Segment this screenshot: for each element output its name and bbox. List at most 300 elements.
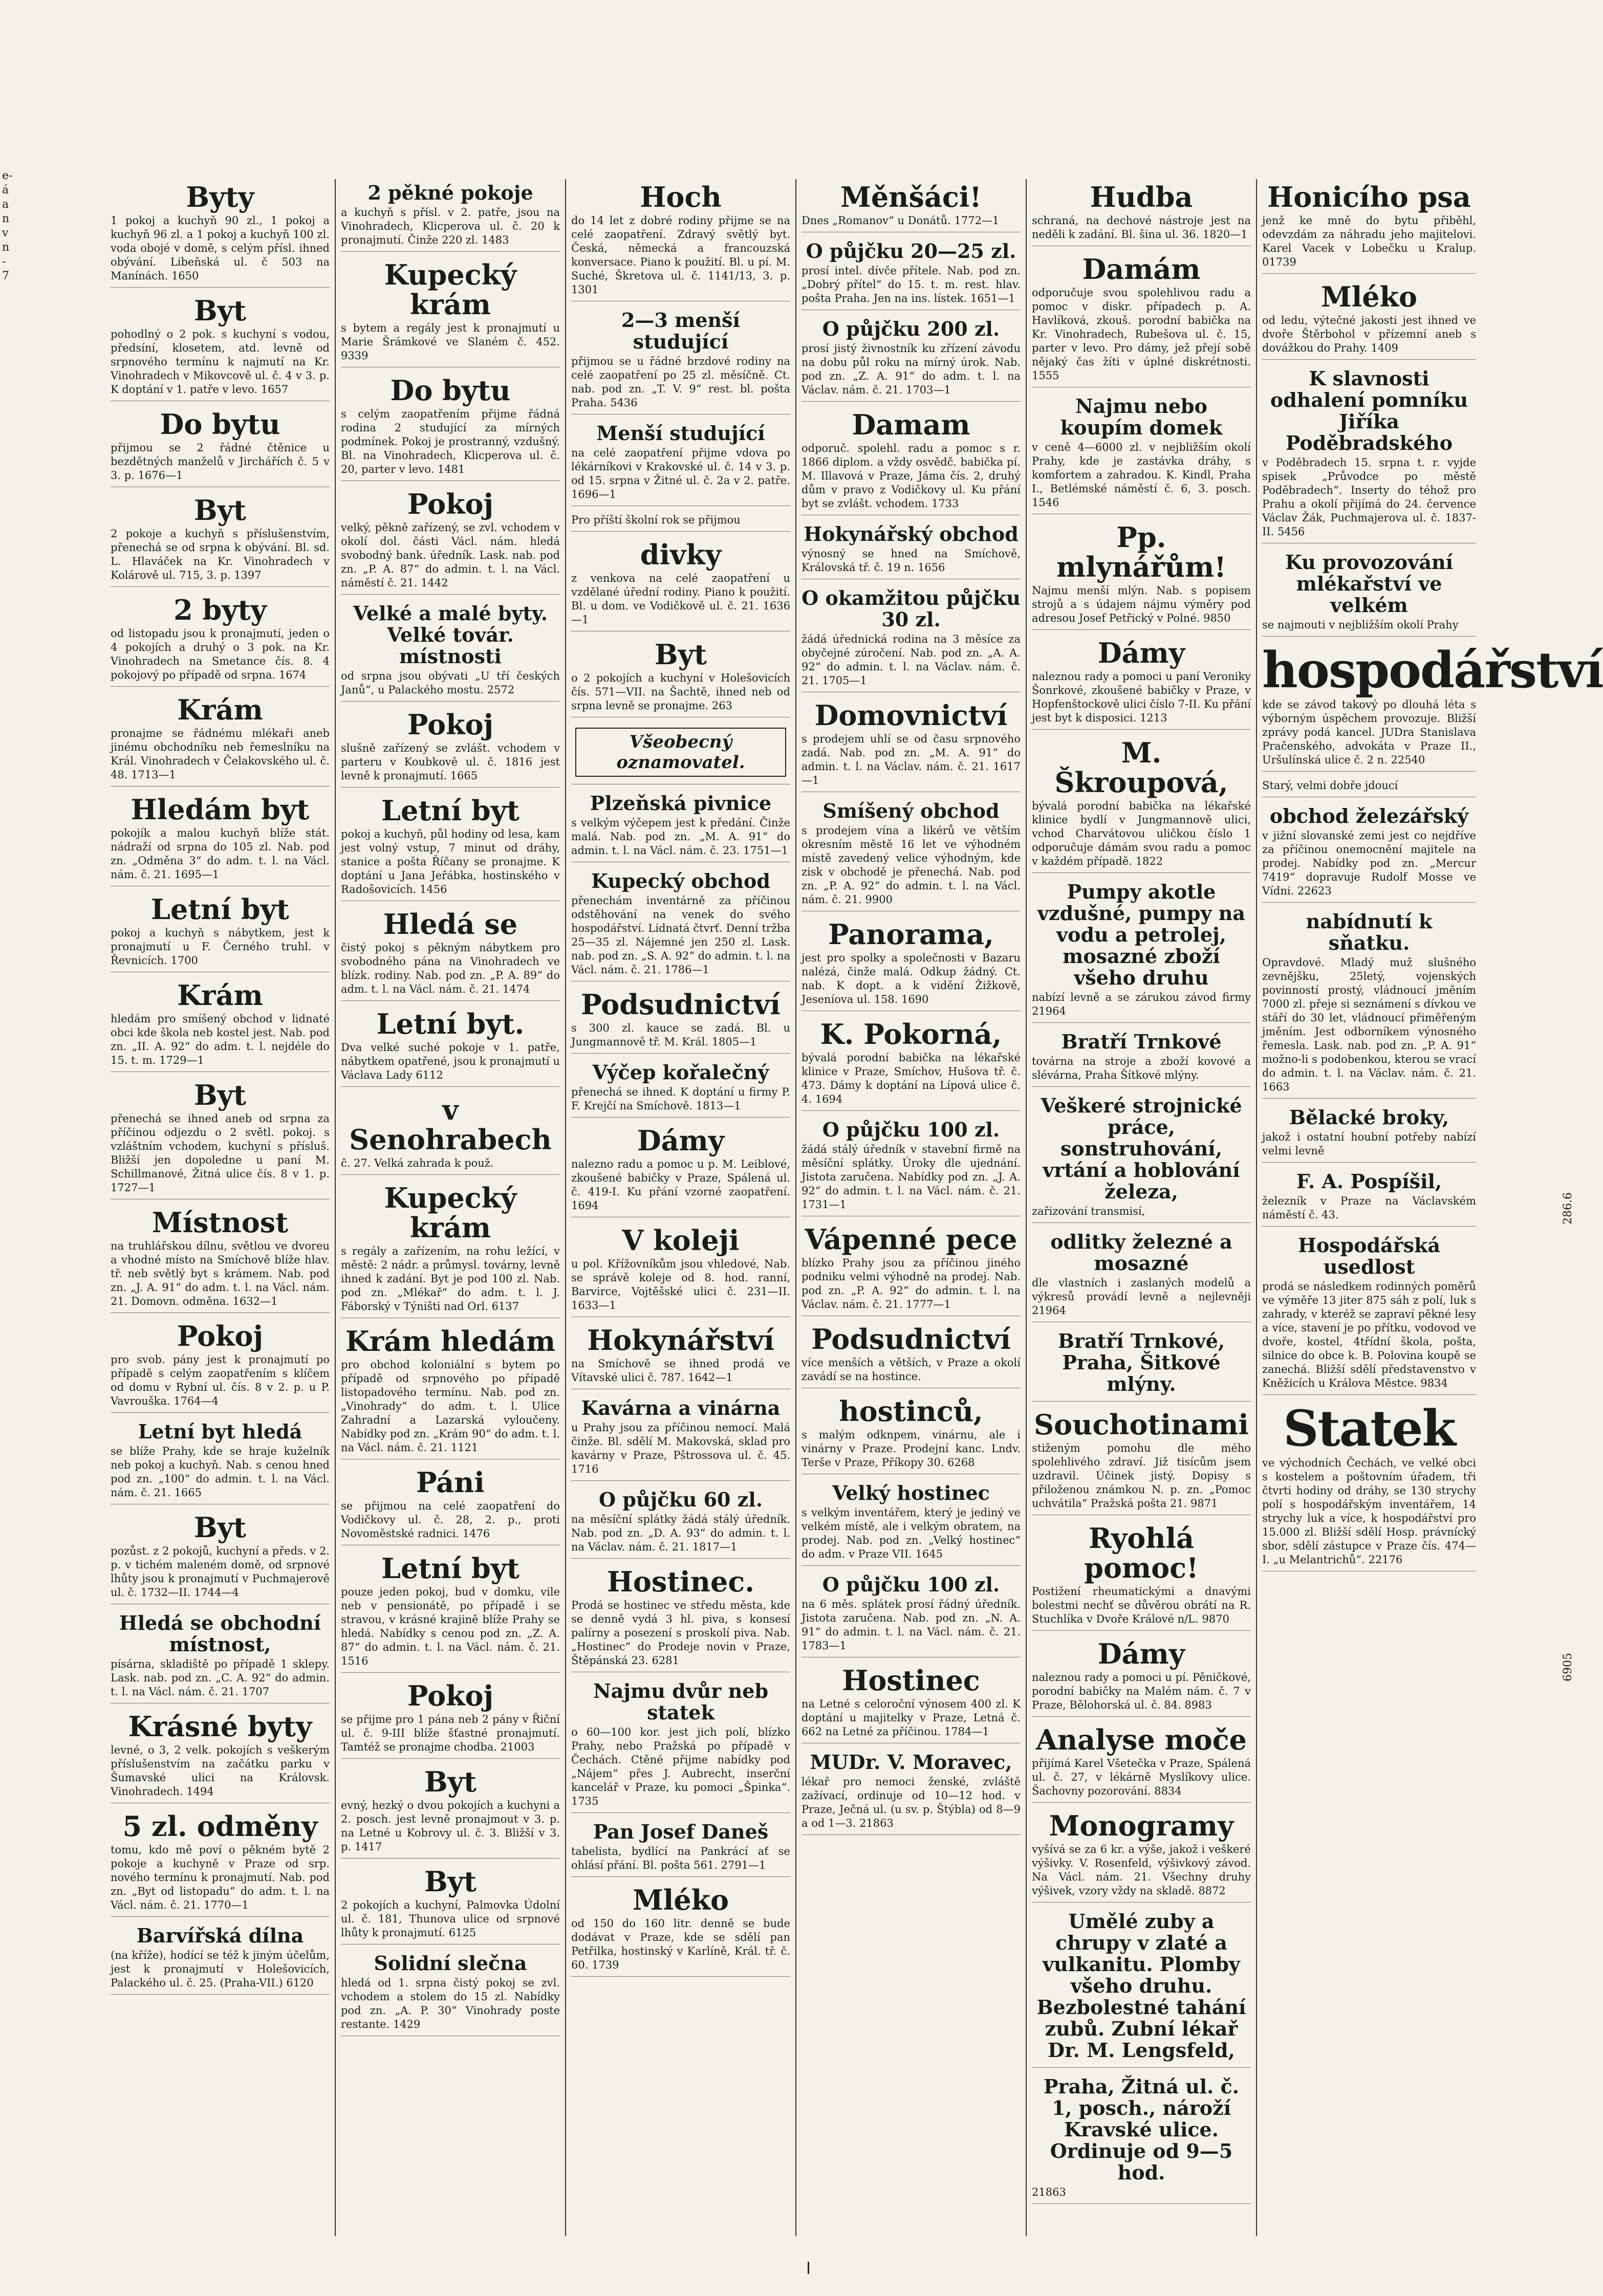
ad-text: hledám pro smíšený obchod v lidnaté obci kde škola neb kostel jest. Nab. pod zn. „II. A. 92“ do adm. t. l. nejdéle do 15. t. m. 1729—1 bbox=[111, 1013, 330, 1066]
ad-heading: O půjčku 100 zl. bbox=[822, 1118, 1000, 1141]
ad-text: odporučuje svou spolehlivou radu a pomoc v diskr. případech p. A. Havlíková, zkouš. porodní babička na Kr. Vinohradech, Rubešova ul. č. 15, parter v levo. Pro dámy, jež přejí sobě nějaký čas žíti v úplné diskrétnosti. 1555 bbox=[1032, 287, 1251, 382]
boxed-title bbox=[575, 728, 786, 777]
ad-heading: Kupecký obchod bbox=[591, 869, 770, 892]
ad-umele-zuby-a-chrupy-v-zlate-a-vulkanitu- bbox=[1032, 1908, 1251, 2068]
ad-heading: Byt bbox=[194, 1079, 246, 1111]
ad-hostinec bbox=[802, 1663, 1021, 1743]
ad-heading: MUDr. V. Moravec, bbox=[810, 1751, 1012, 1774]
ad-kupecky-obchod bbox=[571, 867, 790, 981]
ad-damy bbox=[571, 1123, 790, 1217]
ad-kram bbox=[111, 977, 330, 1072]
ad-text: přenechá se ihned. K doptání u firmy P. F. Krejčí na Smíchově. 1813—1 bbox=[571, 1086, 790, 1112]
ad-bratri-trnkove-praha-sitkove-mlyny bbox=[1032, 1327, 1251, 1402]
ad-text: se přijme pro 1 pána neb 2 pány v Řiční ul. č. 9-III blíže šťastné pronajmutí. Tamtéž se pronajme chodba. 21003 bbox=[341, 1713, 560, 1753]
ad-kavarna-a-vinarna bbox=[571, 1394, 790, 1481]
ad-heading: Byty bbox=[186, 181, 254, 213]
ad-velky-hostinec bbox=[802, 1479, 1021, 1566]
ad-heading: V koleji bbox=[622, 1224, 740, 1257]
ad-text: se najmouti v nejbližším okolí Prahy bbox=[1262, 619, 1459, 631]
ad-veskere-strojnicke-prace-sonstruhovani-v bbox=[1032, 1092, 1251, 1223]
ad-heading: Bratří Trnkové, Praha, Šitkové mlýny. bbox=[1057, 1329, 1225, 1395]
ad-text: železník v Praze na Václavském náměstí č. 43. bbox=[1262, 1195, 1476, 1221]
ad-text: tomu, kdo mě poví o pěkném bytě 2 pokoje a kuchyně v Praze od srp. nového termínu k pronajmutí. Nab. pod zn. „Byt od listopadu“ do adm. t. l. na Václ. nám. č. 21. 1770—1 bbox=[111, 1844, 330, 1911]
ad-text: žádá stálý úředník v stavební firmě na měsíční splátky. Úroky dle ujednání. Jistota zaručena. Nabídky pod zn. „J. A. 92“ do admin. t. l. na Václ. nám. č. 21. 1731—1 bbox=[802, 1143, 1021, 1211]
ad-velke-a-male-byty-velke-tovar-mistnosti bbox=[341, 600, 560, 702]
ad-divky bbox=[571, 537, 790, 631]
ad-heading: Měnšáci! bbox=[840, 181, 982, 213]
ad-heading: Velké a malé byty. Velké továr. místnosti bbox=[353, 602, 548, 668]
ad-text: Najmu menší mlýn. Nab. s popisem strojů a s údajem nájmu výměry pod adresou Josef Petřický v Polné. 9850 bbox=[1032, 584, 1251, 624]
ad-heading: 2 byty bbox=[174, 594, 267, 626]
ad-heading: Letní byt hledá bbox=[138, 1420, 302, 1443]
ad-text: naleznou rady a pomoci u paní Veroniky Šonrkové, zkoušené babičky v Praze, v Hopfenštockově ulici číslo 7-II. Ku přání jest byt k disposici. 1213 bbox=[1032, 670, 1251, 724]
ad-text: jakož i ostatní houbní potřeby nabízí velmi levně bbox=[1262, 1131, 1476, 1157]
ad-k-slavnosti-odhaleni-pomniku-jirika-pode bbox=[1262, 365, 1476, 543]
left-margin-text bbox=[2, 169, 15, 283]
ad-heading: hostinců, bbox=[839, 1395, 983, 1428]
ad-text: stiženým pomohu dle mého spolehlivého zdraví. Již tisícům jsem uzdravil. Účinek jistý. Dopisy s přiloženou známkou N. p. zn. „Pomoc uchvátila“ Pražská pošta 21. 9871 bbox=[1032, 1442, 1251, 1510]
ad-heading: Menší studující bbox=[596, 422, 765, 445]
ad-text: prodá se následkem rodinných poměrů ve výměře 13 jiter 875 sáh z polí, luk s zahrady, v kteréž se zapraví pěkné lesy a více, stavení je po přítku, vodovod ve dvoře, kostel, 4třídní škola, pošta, silnice do obce k. B. Polovina koupě se zanechá. Bližší sdělí představenstvo v Kněžicích u Králova Městce. 9834 bbox=[1262, 1280, 1476, 1389]
ad-mleko bbox=[1262, 279, 1476, 360]
ad-text: 2 pokoje a kuchyň s příslušenstvím, přenechá se od srpna k obývání. Bl. sd. L. Hlaváček na Kr. Vinohradech v Kolárově ul. 715, 3. p. 1397 bbox=[111, 528, 330, 581]
ad-column-2 bbox=[338, 179, 563, 2236]
ad-heading: hospodářství bbox=[1262, 641, 1603, 699]
ad-text: do 14 let z dobré rodiny přijme se na celé zaopatření. Zdravý světlý byt. Česká, německá a francouzská konversace. Piano k použití. Bl. u pí. M. Suché, Škretova ul. č. 1141/13, 3. p. 1301 bbox=[571, 214, 790, 296]
ad-heading: nabídnutí k sňatku. bbox=[1306, 910, 1433, 954]
ad-praha-zitna-ul-c-1-posch-narozi-kravske- bbox=[1032, 2073, 1251, 2204]
ad-pro-pristi-skolni-rok-se-prijmou bbox=[571, 511, 790, 532]
ad-2-3-mensi-studujici bbox=[571, 307, 790, 414]
ad-souchotinami bbox=[1032, 1407, 1251, 1515]
ad-text: jenž ke mně do bytu přiběhl, odevzdám za náhradu jeho majitelovi. Karel Vacek v Lobečku u Kralup. 01739 bbox=[1262, 214, 1476, 268]
ad-text: pro svob. pány jest k pronajmutí po případě s celým zaopatřením s klíčem od domu v Rybní ul. čís. 8 v 2. p. u P. Vavrouška. 1764—4 bbox=[111, 1353, 330, 1407]
ad-text: se blíže Prahy, kde se hraje kuželník neb pokoj a kuchyň. Nab. s cenou hned pod zn. „100“ do admin. t. l. na Václ. nám. č. 21. 1665 bbox=[111, 1445, 330, 1499]
ad-heading: F. A. Pospíšil, bbox=[1296, 1170, 1442, 1193]
ad-heading: M. Škroupová, bbox=[1054, 736, 1228, 799]
ad-text: 21863 bbox=[1032, 2186, 1066, 2198]
ad-heading: Umělé zuby a chrupy v zlaté a vulkanitu. Plomby všeho druhu. Bezbolestné tahání zubů. Zubní lékař Dr. M. Lengsfeld, bbox=[1036, 1910, 1246, 2062]
margin-fragment: á bbox=[2, 184, 9, 196]
ad-text: Dnes „Romanov“ u Donátů. 1772—1 bbox=[802, 214, 1000, 227]
ad-mensaci bbox=[802, 179, 1021, 232]
ad-text: přijímá Karel Všetečka v Praze, Spálená ul. č. 27, v lékárně Myslíkovy ulice. Šachovny pozorování. 8834 bbox=[1032, 1757, 1251, 1797]
ad-kram-hledam bbox=[341, 1323, 560, 1459]
ad-heading: O okamžitou půjčku 30 zl. bbox=[802, 586, 1021, 631]
ad-heading: Letní byt. bbox=[376, 1008, 525, 1040]
ad-heading: 5 zl. odměny bbox=[122, 1810, 318, 1843]
ad-damam bbox=[1032, 251, 1251, 387]
ad-text: přenechá se ihned aneb od srpna za příčinou odjezdu o 2 světl. pokoj. s vzláštním vchodem, kuchyní s přísluš. Bližší jen dopoledne u paní M. Schillmanové, Žitná ulice čís. 8 v 1. p. 1727—1 bbox=[111, 1112, 330, 1194]
margin-fragment: n bbox=[2, 241, 10, 254]
ad-heading: Ryohlá pomoc! bbox=[1084, 1522, 1199, 1584]
ad-vycep-koralecny bbox=[571, 1059, 790, 1118]
margin-fragment: 7 bbox=[2, 270, 9, 282]
ad-text: u Prahy jsou za příčinou nemocí. Malá činže. Bl. sdělí M. Makovská, sklad pro kavárny v Praze, Pštrossova ul. č. 45. 1716 bbox=[571, 1422, 790, 1475]
ad-text: na celé zaopatření přijme vdova po lékárníkovi v Krakovské ul. č. 14 v 3. p. od 15. srpna v Žitné ul. č. 2a v 2. patře. 1696—1 bbox=[571, 447, 790, 500]
ad-text: žádá úřednická rodina na 3 měsíce za obyčejné zúročení. Nab. pod zn. „A. A. 92“ do admin. t. l. na Václav. nám. č. 21. 1705—1 bbox=[802, 633, 1021, 687]
ad-monogramy bbox=[1032, 1808, 1251, 1903]
ad-text: výnosný se hned na Smíchově, Královská tř. č. 19 n. 1656 bbox=[802, 548, 1021, 574]
ad-text: od srpna jsou obývati „U tří českých Janů“, u Palackého mostu. 2572 bbox=[341, 670, 560, 696]
ad-heading: odlitky železné a mosazné bbox=[1050, 1230, 1232, 1275]
ad-text: v jižní slovanské zemi jest co nejdříve za příčinou onemocnění majitele na prodej. Nabídky pod zn. „Mercur 7419“ dopravuje Rudolf Mosse ve Vídni. 22623 bbox=[1262, 829, 1476, 897]
ad-text: 2 pokojích a kuchyní, Palmovka Údolní ul. č. 181, Thunova ulice od srpnové lhůty k pronajmutí. 6125 bbox=[341, 1899, 560, 1939]
ad-text: písárna, skladiště po případě 1 sklepy. Lask. nab. pod zn. „C. A. 92“ do admin. t. l. na Václ. nám. č. 21. 1707 bbox=[111, 1658, 330, 1698]
ad-text: pokoj a kuchyň, půl hodiny od lesa, kam jest volný vstup, 7 minut od dráhy, stanice a pošta Říčany se pronajme. K doptání u Jana Jeřábka, hostinského v Radošovicích. 1456 bbox=[341, 828, 560, 895]
ad-item bbox=[571, 723, 790, 784]
ad-heading: Podsudnictví bbox=[581, 988, 781, 1021]
ad-mistnost bbox=[111, 1205, 330, 1313]
ad-text: (na kříže), hodící se též k jiným účelům, jest k pronajmutí v Holešovicích, Palackého ul. č. 25. (Praha-VII.) 6120 bbox=[111, 1949, 330, 1989]
ad-barvirska-dilna bbox=[111, 1922, 330, 1995]
ad-text: kde se závod takový po dlouhá léta s výborným úspěchem provozuje. Bližší zprávy podá kancel. JUDra Stanislava Pračenského, advokáta v Praze II., Uršulínská ulice č. 2 n. 22540 bbox=[1262, 698, 1476, 766]
ad-pp-mlynarum bbox=[1032, 519, 1251, 630]
ad-text: z venkova na celé zaopatření u vzdělané úřední rodiny. Piano k použití. Bl. u dom. ve Vodičkově ul. č. 21. 1636—1 bbox=[571, 572, 790, 626]
ad-heading: Letní byt bbox=[151, 893, 289, 926]
ad-heading: Hospodářská usedlost bbox=[1297, 1234, 1441, 1278]
ad-heading: K slavnosti odhalení pomníku Jiříka Poděbradského bbox=[1270, 367, 1468, 454]
ad-text: Prodá se hostinec ve středu města, kde se denně vydá 3 hl. piva, s konsesí palírny a posezení s proskolí piva. Nab. „Hostinec“ do Prodeje novin v Praze, Štěpánská 23. 6281 bbox=[571, 1599, 790, 1667]
ad-heading: Hudba bbox=[1090, 181, 1193, 213]
ad-text: Dva velké suché pokoje v 1. patře, nábytkem opatřené, jsou k pronajmutí u Václava Lady 6112 bbox=[341, 1041, 560, 1081]
ad-text: zařizování transmisí, bbox=[1032, 1205, 1145, 1217]
ad-pumpy-akotle-vzdusne-pumpy-na-vodu-a-pet bbox=[1032, 878, 1251, 1023]
ad-column-3 bbox=[568, 179, 793, 2236]
boxed-title-line: Všeobecný bbox=[629, 732, 732, 752]
ad-text: pozůst. z 2 pokojů, kuchyní a předs. v 2. p. v tichém maleném domě, od srpnové lhůty jsou k pronajmutí v Puchmajerově ul. č. 1732—II. 1744—4 bbox=[111, 1545, 330, 1599]
ad-text: Pro příští školní rok se přijmou bbox=[571, 514, 741, 526]
ad-text: přijmou se 2 řádné čtěnice u bezdětných manželů v Jirchářích č. 5 v 3. p. 1676—1 bbox=[111, 442, 330, 482]
ad-najmu-dvur-neb-statek bbox=[571, 1677, 790, 1813]
ad-column-1 bbox=[107, 179, 333, 2236]
ad-text: evný, hezký o dvou pokojích a kuchyni a 2. posch. jest levně pronajmout v 3. p. na Letné u Kobrovy ul. č. 3. Bližší v 3. p. 1417 bbox=[341, 1799, 560, 1853]
ad-heading: Hledá se bbox=[383, 908, 518, 941]
ad-letni-byt bbox=[111, 891, 330, 972]
ad-heading: Krásné byty bbox=[128, 1710, 312, 1743]
ad-text: lékař pro nemoci ženské, zvláště zažívací, ordinuje od 10—12 hod. v Praze, Ječná ul. (u sv. p. Štýbla) od 8—9 a od 1—3. 21863 bbox=[802, 1776, 1021, 1829]
ad-o-okamzitou-pujcku-30-zl bbox=[802, 584, 1021, 692]
ad-heading: Hokynářství bbox=[587, 1324, 774, 1357]
ad-text: s bytem a regály jest k pronajmutí u Marie Šrámkové ve Slaném č. 452. 9339 bbox=[341, 322, 560, 362]
ad-heading: Podsudnictví bbox=[811, 1323, 1011, 1355]
ad-text: na Letné s celoroční výnosem 400 zl. K doptání u majitelky v Praze, Letná č. 662 na Letné za příčinou. 1784—1 bbox=[802, 1698, 1021, 1738]
ad-text: od ledu, výtečné jakosti jest ihned ve dvoře Štěrbohol v přízemní aneb s dovážkou do Prahy. 1409 bbox=[1262, 314, 1476, 354]
ad-text: přijmou se u řádné brzdové rodiny na celé zaopatření po 25 zl. měsíčně. Ct. nab. pod zn. „T. V. 9“ rest. bl. pošta Praha. 5436 bbox=[571, 355, 790, 409]
ad-heading: Souchotinami bbox=[1034, 1408, 1249, 1441]
ad-heading: divky bbox=[640, 538, 722, 571]
ad-heading: Páni bbox=[416, 1466, 485, 1499]
ad-byt bbox=[111, 293, 330, 401]
ad-byt bbox=[571, 637, 790, 717]
ad-heading: Damám bbox=[1082, 253, 1201, 286]
ad-text: přenechám inventárně za příčinou odstěhování na venek do svého hospodářství. Lidnatá čtvrť. Denní tržba 25—35 zl. Nájemné jen 250 zl. Lask. nab. pod zn. „S. A. 92“ do admin. t. l. na Václ. nám. č. 21. 1786—1 bbox=[571, 894, 790, 976]
ad-text: na truhlářskou dílnu, světlou ve dvoreu a vhodné místo na Smíchově blíže hlav. tř. neb světlý byt s krámem. Nab. pod zn. „J. A. 91“ do adm. t. l. na Václ. nám. 21. Domovn. odměna. 1632—1 bbox=[111, 1240, 330, 1307]
ad-f-a-pospisil bbox=[1262, 1168, 1476, 1227]
ad-solidni-slecna bbox=[341, 1950, 560, 2036]
column-rule bbox=[795, 179, 796, 2236]
column-rule bbox=[1256, 179, 1257, 2236]
ad-heading: O půjčku 200 zl. bbox=[822, 317, 1000, 340]
ad-damy bbox=[1032, 635, 1251, 730]
ad-mleko bbox=[571, 1882, 790, 1977]
ad-podsudnictvi bbox=[571, 987, 790, 1054]
ad-obchod-zelezarsky bbox=[1262, 802, 1476, 903]
ad-podsudnictvi bbox=[802, 1321, 1021, 1388]
ad-text: Postižení rheumatickými a dnavými bolestmi nechť se důvěrou obrátí na R. Stuchlíka v Dvoře Králové n/L. 9870 bbox=[1032, 1585, 1251, 1625]
ad-heading: 2—3 menší studující bbox=[621, 309, 740, 353]
ad-text: u pol. Křížovníkům jsou vhledové, Nab. se správě koleje od 8. hod. ranní, Barvirce, Vojtěšské ulici č. 231—II. 1633—1 bbox=[571, 1258, 790, 1311]
ad-heading: Honicího psa bbox=[1267, 181, 1471, 213]
ad-text: pronajme se řádnému mlékaři aneb jinému obchodníku neb řemeslníku na Král. Vinohradech v Čelakovského ul. č. 48. 1713—1 bbox=[111, 727, 330, 781]
ad-heading: Krám hledám bbox=[345, 1325, 556, 1358]
ad-heading: O půjčku 60 zl. bbox=[599, 1488, 763, 1511]
ad-heading: Ku provozování mlékařství ve velkém bbox=[1285, 551, 1454, 617]
ad-heading: Byt bbox=[194, 494, 246, 527]
ad-text: s prodejem uhlí se od času srpnového zadá. Nab. pod zn. „M. A. 91“ do admin. t. l. na Václav. nám. č. 21. 1617—1 bbox=[802, 733, 1021, 786]
ad-hleda-se bbox=[341, 906, 560, 1001]
ad-heading: Pokoj bbox=[177, 1320, 264, 1352]
ad-letni-byt bbox=[341, 1550, 560, 1673]
ad-text: tabelista, bydlící na Pankrácí ať se ohlásí přání. Bl. pošta 561. 2791—1 bbox=[571, 1845, 790, 1871]
column-rule bbox=[335, 179, 336, 2236]
ad-pokoj bbox=[111, 1318, 330, 1413]
ad-text: o 2 pokojích a kuchyní v Holešovicích čís. 571—VII. na Šachtě, ihned neb od srpna levně se pronajme. 263 bbox=[571, 672, 790, 712]
ad-heading: Vápenné pece bbox=[805, 1223, 1017, 1256]
ad-text: vyšívá se za 6 kr. a výše, jakož i veškeré výšivky. V. Rosenfeld, výšivkový závod. Na Václ. nám. 21. Všechny druhy výšivek, vzory vždy na skladě. 8872 bbox=[1032, 1843, 1251, 1897]
ad-2-byty bbox=[111, 592, 330, 687]
ad-o-pujcku-100-zl bbox=[802, 1116, 1021, 1216]
ad-text: s 300 zl. kauce se zadá. Bl. u Jungmannově tř. M. Král. 1805—1 bbox=[571, 1022, 790, 1048]
ad-pani bbox=[341, 1464, 560, 1545]
margin-fragment: e- bbox=[2, 169, 13, 182]
ad-stary-velmi-dobre-jdouci bbox=[1262, 777, 1476, 797]
ad-damy bbox=[1032, 1636, 1251, 1717]
ad-hokynarsky-obchod bbox=[802, 520, 1021, 579]
ad-pan-josef-danes bbox=[571, 1818, 790, 1877]
ad-text: bývalá porodní babička na lékařské klinice v Praze, Smíchov, Hušova tř. č. 473. Dámy k doptání na Lípová ulice č. 4. 1694 bbox=[802, 1052, 1021, 1105]
ad-ku-provozovani-mlekarstvi-ve-velkem bbox=[1262, 549, 1476, 637]
ad-pokoj bbox=[341, 486, 560, 595]
ad-text: 1 pokoj a kuchyň 90 zl., 1 pokoj a kuchyň 96 zl. a 1 pokoj a kuchyň 100 zl. voda obojé v domě, s celým přísl. ihned obývání. Libeňská ul. č 503 na Manínách. 1650 bbox=[111, 214, 330, 282]
ad-o-pujcku-60-zl bbox=[571, 1486, 790, 1559]
ad-hostinec bbox=[571, 1564, 790, 1672]
ad-text: Opravdové. Mladý muž slušného zevnějšku, 25letý, vojenských povinností prostý, vládnoucí jměním 7000 zl. přeje si seznámení s dívkou ve stáří do 30 let, vládnoucí přiměřeným jměním. Jest odborníkem výnosného řemesla. Lask. nab. pod zn. „P. A. 91“ možno-li s podobenkou, kterou se vrací do admin. t. l. na Václav. nám. č. 21. 1663 bbox=[1262, 956, 1476, 1093]
ad-heading: Panorama, bbox=[828, 918, 994, 951]
ad-bratri-trnkove bbox=[1032, 1028, 1251, 1087]
ad-najmu-nebo-koupim-domek bbox=[1032, 392, 1251, 514]
ad-analyse-moce bbox=[1032, 1722, 1251, 1803]
ad-text: bývalá porodní babička na lékařské klinice bydlí v Jungmannově ulici, vchod Charvátovou uličkou číslo 1 odporučuje dámám svou radu a pomoc v každém případě. 1822 bbox=[1032, 800, 1251, 867]
ad-text: odporuč. spolehl. radu a pomoc s r. 1866 diplom. a vždy osvědč. babička pí. M. Illavová v Praze, Jáma čís. 2, druhý dům v pravo z Vodičkovy ul. Ku přání byt se zvlášt. vchodem. 1733 bbox=[802, 442, 1021, 510]
ad-text: v Poděbradech 15. srpna t. r. vyjde spisek „Průvodce po městě Poděbradech“. Inserty do téhož pro Prahu a okolí přijímá do 24. července Václav Žák, Puchmajerova ul. č. 1837-II. 5456 bbox=[1262, 456, 1476, 538]
ad-heading: Velký hostinec bbox=[832, 1481, 990, 1504]
ad-hleda-se-obchodni-mistnost bbox=[111, 1609, 330, 1703]
margin-fragment: v bbox=[2, 227, 9, 239]
ad-column-4 bbox=[798, 179, 1024, 2236]
ad-plzenska-pivnice bbox=[571, 790, 790, 862]
ad-heading: Výčep kořalečný bbox=[592, 1061, 769, 1084]
boxed-title-line: oznamovatel. bbox=[616, 752, 745, 773]
ad-statek bbox=[1262, 1400, 1476, 1571]
ad-hospodarska-usedlost bbox=[1262, 1232, 1476, 1395]
ad-do-bytu bbox=[111, 406, 330, 487]
ad-text: továrna na stroje a zboží kovové a slévárna, Praha Šítkové mlýny. bbox=[1032, 1055, 1251, 1081]
ad-text: naleznou rady a pomoci u pí. Pěničkové, porodní babičky na Malém nám. č. 7 v Praze, Bělohorská ul. č. 84. 8983 bbox=[1032, 1671, 1251, 1711]
ad-heading: 2 pěkné pokoje bbox=[367, 181, 533, 204]
ad-hokynarstvi bbox=[571, 1322, 790, 1389]
ad-krasne-byty bbox=[111, 1709, 330, 1803]
ad-text: levné, o 3, 2 velk. pokojích s veškerým příslušenstvím na začátku parku v Šumavské ulici na Královsk. Vinohradech. 1494 bbox=[111, 1744, 330, 1798]
ad-text: č. 27. Velká zahrada k použ. bbox=[341, 1157, 494, 1169]
ad-do-bytu bbox=[341, 373, 560, 481]
ad-text: jest pro spolky a společnosti v Bazaru nalézá, činže malá. Odkup žádný. Ct. nab. K dopt. a k vidění Žižkově, Jeseníova ul. 158. 1690 bbox=[802, 952, 1021, 1005]
ad-ryohla-pomoc bbox=[1032, 1520, 1251, 1631]
ad-hoch bbox=[571, 179, 790, 301]
ad-heading: Hostinec bbox=[842, 1664, 980, 1697]
ad-byt bbox=[341, 1864, 560, 1944]
ad-text: pohodlný o 2 pok. s kuchyní s vodou, předsíní, klosetem, atd. levně od srpnového termínu k najmutí na Kr. Vinohradech v Mikovcově ul. č. 4 v 3. p. K doptání v 1. patře v levo. 1657 bbox=[111, 328, 330, 396]
ad-column-5 bbox=[1029, 179, 1254, 2236]
ad-heading: v Senohrabech bbox=[349, 1094, 552, 1156]
ad-vapenne-pece bbox=[802, 1221, 1021, 1316]
ad-byt bbox=[111, 1077, 330, 1199]
ad-text: nalezno radu a pomoc u p. M. Leiblové, zkoušené babičky v Praze, Spálená ul. č. 419-I. Ku přání vzorné zaopatření. 1694 bbox=[571, 1158, 790, 1212]
ad-v-senohrabech bbox=[341, 1092, 560, 1175]
ad-heading: Hledá se obchodní místnost, bbox=[119, 1611, 321, 1656]
ad-pokoj bbox=[341, 707, 560, 788]
ad-heading: Domovnictví bbox=[814, 699, 1008, 732]
ad-heading: Plzeňská pivnice bbox=[590, 792, 772, 815]
ad-text: dle vlastních i zaslaných modelů a výkresů provádí levně a nejlevněji 21964 bbox=[1032, 1277, 1251, 1317]
ad-text: ve východních Čechách, ve velké obci s kostelem a poštovním úřadem, tři čtvrti hodiny od dráhy, se 130 strychy polí s hospodářským inventářem, 14 strychy luk a více, k hospodářství pro 15.000 zl. Bližší sdělí Hosp. právnícký sbor, sdělí zástupce v Praze čís. 474—I. „u Melantrichů“. 22176 bbox=[1262, 1457, 1476, 1566]
ad-heading: Smíšený obchod bbox=[822, 799, 1000, 822]
ad-heading: Kavárna a vinárna bbox=[581, 1396, 781, 1419]
ad-heading: Bratří Trnkové bbox=[1061, 1030, 1222, 1053]
ad-honiciho-psa bbox=[1262, 179, 1476, 274]
ad-kram bbox=[111, 692, 330, 786]
ad-hledam-byt bbox=[111, 792, 330, 886]
ad-v-koleji bbox=[571, 1222, 790, 1317]
ad-text: pokojík a malou kuchyň blíže stát. nádraží od srpna do 105 zl. Nab. pod zn. „Odměna 3“ do adm. t. l. na Václ. nám. č. 21. 1695—1 bbox=[111, 827, 330, 881]
ad-letni-byt bbox=[341, 793, 560, 901]
ad-heading: K. Pokorná, bbox=[820, 1018, 1002, 1051]
ad-heading: Najmu nebo koupím domek bbox=[1060, 395, 1223, 439]
ad-text: pokoj a kuchyň s nábytkem, jest k pronajmutí u F. Černého truhl. v Řevnicích. 1700 bbox=[111, 927, 330, 967]
ad-text: od listopadu jsou k pronajmutí, jeden o 4 pokojích a druhý o 3 pok. na Kr. Vinohradech na Smetance čís. 8. 4 pokojový po případě od srpna. 1674 bbox=[111, 627, 330, 681]
ad-heading: Praha, Žitná ul. č. 1, posch., nároží Kravské ulice. Ordinuje od 9—5 hod. bbox=[1043, 2075, 1240, 2184]
ad-odlitky-zelezne-a-mosazne bbox=[1032, 1228, 1251, 1322]
ad-heading: Bělacké broky, bbox=[1289, 1106, 1449, 1129]
ad-hudba bbox=[1032, 179, 1251, 246]
ad-heading: Hledám byt bbox=[131, 793, 310, 826]
ad-heading: Byt bbox=[655, 638, 707, 671]
ad-text: s regály a zařízením, na rohu ležící, v městě: 2 nádr. a průmysl. továrny, levně ihned k zadání. Byt je pod 100 zl. Nab. pod zn. „Mlékař“ do adm. t. l. J. Fáborský v Týništi nad Orl. 6137 bbox=[341, 1245, 560, 1313]
ad-o-pujcku-20-25-zl bbox=[802, 237, 1021, 310]
ad-text: hledá od 1. srpna čistý pokoj se zvl. vchodem a stolem do 15 zl. Nabídky pod zn. „A. P. 30“ Vinohrady poste restante. 1429 bbox=[341, 1977, 560, 2030]
ad-o-pujcku-200-zl bbox=[802, 315, 1021, 402]
corner-number-1: 286.6 bbox=[1562, 1192, 1574, 1224]
ad-heading: Hokynářský obchod bbox=[804, 522, 1019, 545]
ad-text: Starý, velmi dobře jdoucí bbox=[1262, 779, 1398, 792]
ad-heading: Místnost bbox=[151, 1206, 289, 1239]
ad-kupecky-kram bbox=[341, 1180, 560, 1318]
ad-heading: Byt bbox=[424, 1865, 476, 1898]
ad-text: prosí intel. dívče přítele. Nab. pod zn. „Dobrý přítel“ do 15. t. m. rest. hlav. pošta Praha. Jen na ins. lístek. 1651—1 bbox=[802, 265, 1021, 304]
ad-mudr-v-moravec bbox=[802, 1748, 1021, 1835]
ad-text: nabízí levně a se zárukou závod firmy 21964 bbox=[1032, 991, 1251, 1017]
ad-heading: Do bytu bbox=[160, 408, 280, 441]
ad-heading: Statek bbox=[1283, 1400, 1455, 1457]
ad-hospodarstvi bbox=[1262, 641, 1603, 772]
ad-heading: Hostinec. bbox=[606, 1565, 755, 1598]
ad-text: na měsíční splátky žádá stálý úředník. Nab. pod zn. „D. A. 93“ do admin. t. l. na Václav. nám. č. 21. 1817—1 bbox=[571, 1513, 790, 1553]
ad-heading: Hoch bbox=[640, 181, 722, 213]
ad-heading: Krám bbox=[177, 979, 263, 1012]
ad-heading: Analyse moče bbox=[1036, 1723, 1247, 1756]
ad-heading: Solidní slečna bbox=[374, 1952, 527, 1975]
ad-text: s velkým inventářem, který je jediný ve velkém místě, ale i velkým obratem, na prodej. Nab. pod zn. „Velký hostinec“ do adm. v Praze VII. 1645 bbox=[802, 1506, 1021, 1560]
ad-panorama bbox=[802, 916, 1021, 1011]
ad-heading: Najmu dvůr neb statek bbox=[593, 1679, 769, 1724]
ad-m-skroupova bbox=[1032, 735, 1251, 873]
ad-letni-byt bbox=[341, 1006, 560, 1087]
ad-heading: Byt bbox=[194, 1511, 246, 1544]
margin-fragment: n bbox=[2, 212, 10, 225]
ad-byt bbox=[341, 1764, 560, 1858]
ad-heading: Pumpy akotle vzdušné, pumpy na vodu a petrolej, mosazné zboží všeho druhu bbox=[1037, 880, 1246, 989]
ad-text: s prodejem vína a likérů ve větším okresním městě 16 let ve výhodném místě zavedený velice výhodným, kde zisk v obchodě je přenechá. Nab. pod zn. „P. A. 92“ do admin. t. l. na Václ. nám. č. 21. 9900 bbox=[802, 824, 1021, 906]
ad-heading: Dámy bbox=[637, 1124, 725, 1157]
ad-kupecky-kram bbox=[341, 257, 560, 367]
ad-5-zl-odmeny bbox=[111, 1808, 330, 1917]
ad-heading: O půjčku 20—25 zl. bbox=[806, 239, 1016, 263]
ad-text: v ceně 4—6000 zl. v nejbližším okolí Prahy, kde je zastávka dráhy, s komfortem a zahradou. K. Kindl, Praha I., Betlémské náměstí č. 6, 3. posch. 1546 bbox=[1032, 441, 1251, 509]
ad-heading: Monogramy bbox=[1049, 1809, 1234, 1842]
ad-heading: Krám bbox=[177, 693, 263, 726]
ad-text: na 6 měs. splátek prosí řádný úředník. Jistota zaručena. Nab. pod zn. „N. A. 91“ do admin. t. l. na Václ. nám. č. 21. 1783—1 bbox=[802, 1598, 1021, 1652]
margin-fragment: a bbox=[2, 198, 9, 211]
ad-text: pro obchod koloniální s bytem po případě od srpnového po případě listopadového termínu. Nab. pod zn. „Vinohrady“ do adm. t. l. Ulice Zahradní a Lazarská vyloučeny. Nabídky pod zn. „Krám 90“ do adm. t. l. na Václ. nám. č. 21. 1121 bbox=[341, 1359, 560, 1454]
margin-fragment: - bbox=[2, 255, 6, 268]
ad-heading: Pokoj bbox=[407, 708, 494, 741]
ad-byt bbox=[111, 492, 330, 587]
ad-text: pouze jeden pokoj, bud v domku, vile neb v pensionátě, po případě i se stravou, v krásné krajině blíže Prahy se hledá. Nabídky s cenou pod zn. „Z. A. 87“ do admin. t. l. na Václ. nám. č. 21. 1516 bbox=[341, 1586, 560, 1667]
ad-belacke-broky bbox=[1262, 1104, 1476, 1163]
ad-heading: Letní byt bbox=[381, 794, 519, 827]
ad-text: o 60—100 kor. jest jich polí, blízko Prahy, nebo Pražská po případě v Čechách. Ctěné přijme nabídky pod „Nájem“ přes J. Aubrecht, inserční kancelář v Praze, ku pomoci „Špinka“. 1735 bbox=[571, 1726, 790, 1807]
ad-heading: Veškeré strojnické práce, sonstruhování, vrtání a hoblování železa, bbox=[1041, 1094, 1242, 1203]
ad-text: velký, pěkně zařízený, se zvl. vchodem v okolí dol. části Václ. nám. hledá svobodný bank. úředník. Lask. nab. pod zn. „P. A. 87“ do admin. t. l. na Václ. náměstí č. 21. 1442 bbox=[341, 521, 560, 589]
ad-heading: Damam bbox=[852, 408, 970, 441]
ad-text: více menších a větších, v Praze a okolí zavádí se na hostince. bbox=[802, 1357, 1021, 1383]
ad-smiseny-obchod bbox=[802, 797, 1021, 911]
ad-heading: Mléko bbox=[1320, 280, 1418, 313]
ad-heading: Dámy bbox=[1097, 1637, 1185, 1670]
ad-domovnictvi bbox=[802, 697, 1021, 792]
ad-text: s velkým výčepem jest k předání. Činže malá. Nab. pod zn. „M. A. 91“ do admin. t. l. na Václ. nám. č. 23. 1751—1 bbox=[571, 817, 790, 857]
column-rule bbox=[1026, 179, 1027, 2236]
ad-mensi-studujici bbox=[571, 420, 790, 506]
ad-heading: Kupecký krám bbox=[384, 258, 517, 321]
ad-heading: Kupecký krám bbox=[384, 1182, 517, 1244]
corner-number-2: 6905 bbox=[1562, 1653, 1574, 1681]
ad-text: prosí jistý živnostník ku zřízení závodu na dobu půl roku na mírný úrok. Nab. pod zn. „Z. A. 91“ do adm. t. l. na Václav. nám. č. 21. 1703—1 bbox=[802, 342, 1021, 396]
ad-k-pokorna bbox=[802, 1016, 1021, 1111]
footer-tick bbox=[808, 2262, 809, 2274]
ad-byty bbox=[111, 179, 330, 288]
ad-hostincu bbox=[802, 1393, 1021, 1474]
